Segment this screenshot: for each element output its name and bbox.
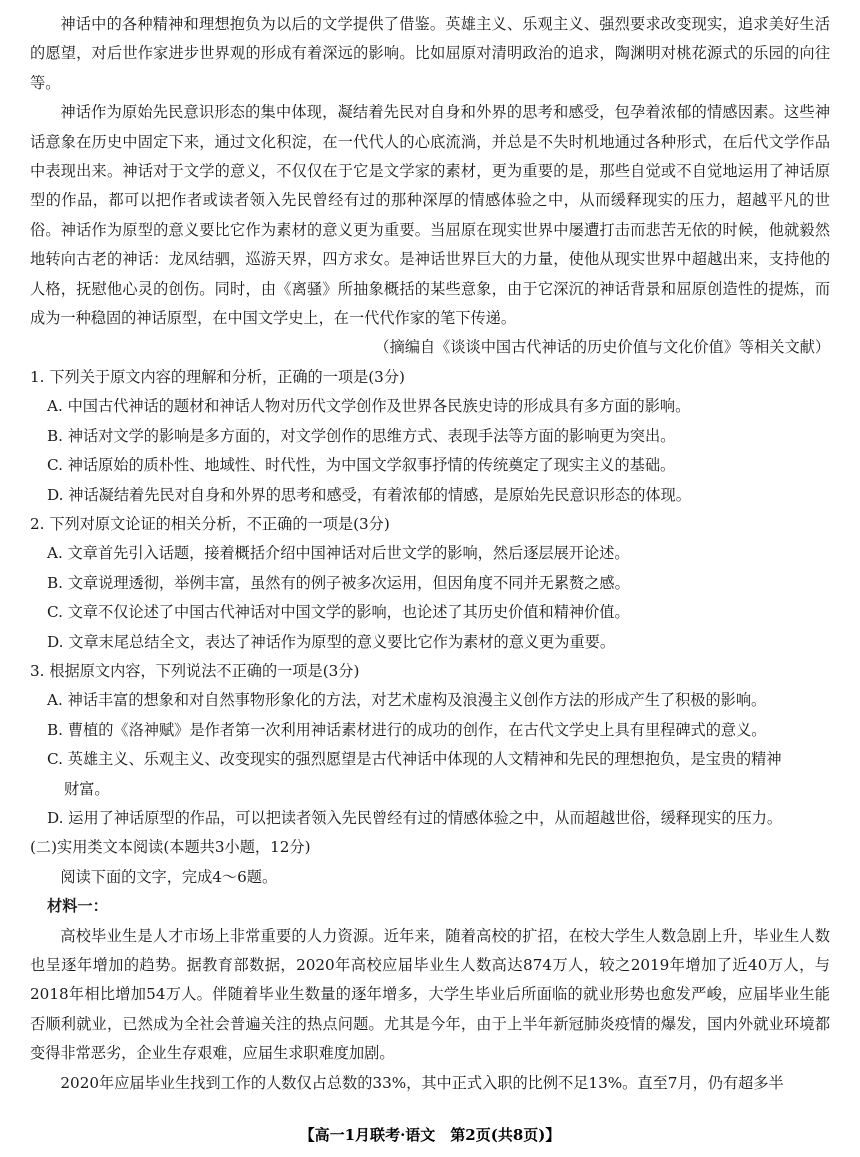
section-heading: (二)实用类文本阅读(本题共3小题，12分) (30, 838, 311, 857)
question-1 (30, 363, 830, 510)
passage-paragraph-2: 神话作为原始先民意识形态的集中体现，凝结着先民对自身和外界的思考和感受，包孕着浓郁的情感因素。这些神话意象在历史中固定下来，通过文化积淀，在一代代人的心底流淌，并总是不失时机地通过各种形式，在后代文学作品中表现出来。神话对于文学的意义，不仅仅在于它是文学家的素材，更为重要的是，那些自觉或不自觉地运用了神话原型的作品，都可以把作者或读者领入先民曾经有过的那种深厚的情感体验之中，从而缓释现实的压力，超越平凡的世俗。神话作为原型的意义要比它作为素材的意义更为重要。当屈原在现实世界中屡遭打击而悲苦无依的时候，他就毅然地转向古老的神话：龙凤结驷，巡游天界，四方求女。是神话世界巨大的力量，使他从现实世界中超越出来，支持他的人格，抚慰他心灵的创伤。同时，由《离骚》所抽象概括的某些意象，由于它深沉的神话背景和屈原创造性的提炼，而成为一种稳固的神话原型，在中国文学史上，在一代代作家的笔下传递。 (30, 103, 830, 328)
option-d: D. 运用了神话原型的作品，可以把读者领入先民曾经有过的情感体验之中，从而超越世俗，缓释现实的压力。 (47, 808, 783, 827)
material-paragraph-1: 高校毕业生是人才市场上非常重要的人力资源。近年来，随着高校的扩招，在校大学生人数急剧上升，毕业生人数也呈逐年增加的趋势。据教育部数据，2020年高校应届毕业生人数高达874万人，较之2019年增加了近40万人，与2018年相比增加54万人。伴随着毕业生数量的逐年增多，大学生毕业后所面临的就业形势也愈发严峻，应届毕业生能否顺利就业，已然成为全社会普遍关注的热点问题。尤其是今年，由于上半年新冠肺炎疫情的爆发，国内外就业环境都变得非常恶劣，企业生存艰难，应届生求职难度加剧。 (30, 926, 830, 1063)
page-footer: 【高一1月联考·语文 第2页(共8页)】 (299, 1126, 561, 1144)
question-stem: 3. 根据原文内容，下列说法不正确的一项是(3分) (30, 661, 360, 680)
material-paragraph-2: 2020年应届毕业生找到工作的人数仅占总数的33%，其中正式入职的比例不足13%。直至7月，仍有超多半 (60, 1073, 784, 1092)
option-d: D. 神话凝结着先民对自身和外界的思考和感受，有着浓郁的情感，是原始先民意识形态的体现。 (47, 485, 691, 504)
option-c: C. 文章不仅论述了中国古代神话对中国文学的影响，也论述了其历史价值和精神价值。 (47, 603, 630, 622)
option-c-continuation: 财富。 (64, 779, 110, 798)
question-stem: 1. 下列关于原文内容的理解和分析，正确的一项是(3分) (30, 367, 405, 386)
option-a: A. 文章首先引入话题，接着概括介绍中国神话对后世文学的影响，然后逐层展开论述。 (47, 544, 630, 563)
option-c (30, 745, 830, 804)
option-d: D. 文章末尾总结全文，表达了神话作为原型的意义要比它作为素材的意义更为重要。 (47, 632, 616, 651)
material-title: 材料一： (47, 897, 108, 916)
passage-source: （摘编自《谈谈中国古代神话的历史价值与文化价值》等相关文献） (374, 338, 830, 357)
option-c: C. 神话原始的质朴性、地域性、时代性，为中国文学叙事抒情的传统奠定了现实主义的基础。 (47, 456, 676, 475)
option-a: A. 中国古代神话的题材和神话人物对历代文学创作及世界各民族史诗的形成具有多方面的影响。 (47, 397, 691, 416)
passage-paragraph-1: 神话中的各种精神和理想抱负为以后的文学提供了借鉴。英雄主义、乐观主义、强烈要求改变现实，追求美好生活的愿望，对后世作家进步世界观的形成有着深远的影响。比如屈原对清明政治的追求，陶渊明对桃花源式的乐园的向往等。 (30, 15, 830, 92)
section-instruction: 阅读下面的文字，完成4～6题。 (60, 867, 278, 886)
question-stem: 2. 下列对原文论证的相关分析，不正确的一项是(3分) (30, 514, 390, 533)
option-a: A. 神话丰富的想象和对自然事物形象化的方法，对艺术虚构及浪漫主义创作方法的形成产生了积极的影响。 (47, 691, 767, 710)
option-c-text: C. 英雄主义、乐观主义、改变现实的强烈愿望是古代神话中体现的人文精神和先民的理想抱负，是宝贵的精神 (47, 750, 782, 769)
option-b: B. 曹植的《洛神赋》是作者第一次利用神话素材进行的成功的创作，在古代文学史上具有里程碑式的意义。 (47, 720, 767, 739)
question-2 (30, 510, 830, 657)
option-b: B. 文章说理透彻，举例丰富，虽然有的例子被多次运用，但因角度不同并无累赘之感。 (47, 573, 630, 592)
option-b: B. 神话对文学的影响是多方面的，对文学创作的思维方式、表现手法等方面的影响更为突出。 (47, 426, 676, 445)
question-3 (30, 657, 830, 833)
